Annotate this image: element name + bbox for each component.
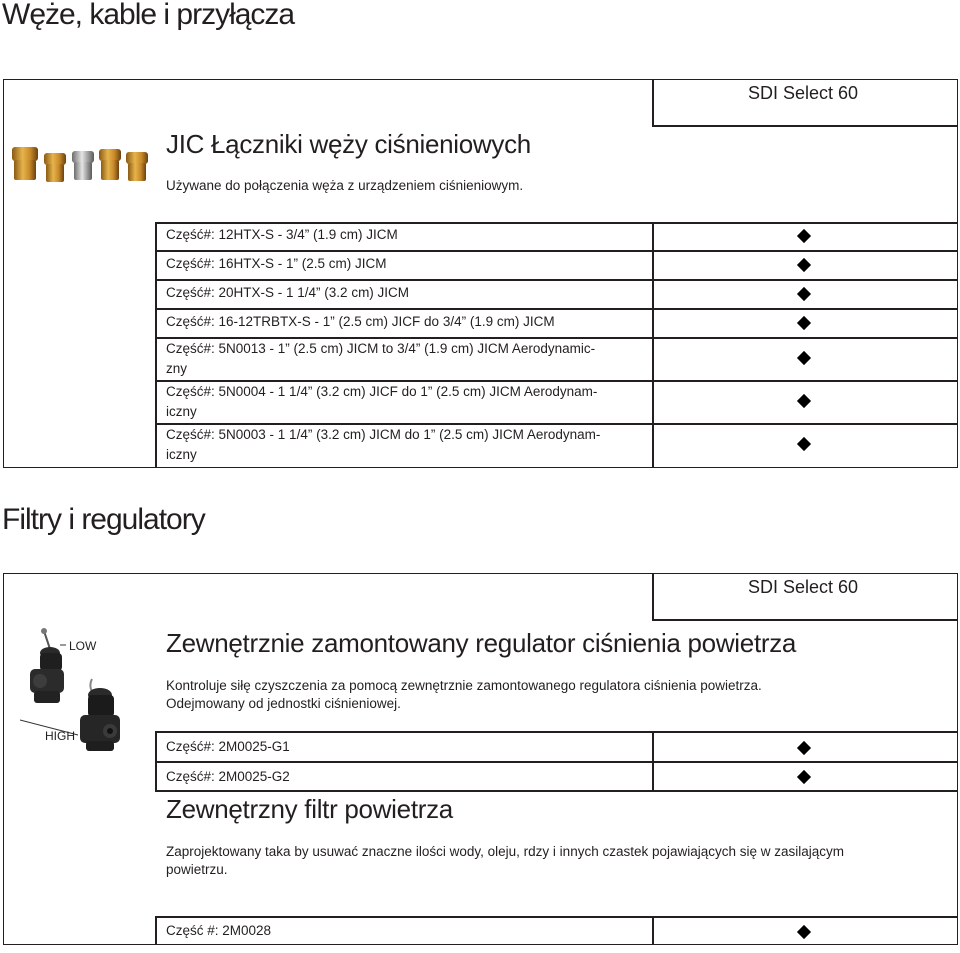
divider [155, 916, 958, 918]
part-number: Część#: 2M0025-G1 [166, 739, 290, 754]
divider [652, 222, 654, 468]
divider [155, 250, 958, 252]
divider [155, 279, 958, 281]
part-number: Część#: 20HTX-S - 1 1/4” (3.2 cm) JICM [166, 285, 410, 300]
part-number: Część#: 5N0003 - 1 1/4” (3.2 cm) JICM do 1” (2.5 cm) JICM Aerodynam- [166, 427, 601, 442]
jic-fittings-image [10, 143, 150, 187]
part-number-cont: zny [166, 361, 188, 376]
divider [652, 79, 654, 126]
part-number: Część#: 16HTX-S - 1” (2.5 cm) JICM [166, 256, 387, 271]
model-label: SDI Select 60 [748, 577, 859, 597]
divider [155, 308, 958, 310]
divider [652, 916, 654, 945]
part-number: Część#: 12HTX-S - 3/4” (1.9 cm) JICM [166, 227, 398, 242]
filter-description: Zaprojektowany taka by usuwać znaczne ilości wody, oleju, rdzy i innych czastek pojawiających się w zasilającym [166, 844, 845, 859]
divider [155, 790, 958, 792]
part-number: Część#: 5N0004 - 1 1/4” (3.2 cm) JICF do 1” (2.5 cm) JICM Aerodynam- [166, 384, 598, 399]
model-label: SDI Select 60 [748, 83, 859, 103]
part-number: Część#: 2M0025-G2 [166, 769, 290, 784]
regulator-description: Odejmowany od jednostki ciśnieniowej. [166, 696, 401, 711]
divider [155, 222, 157, 468]
low-label: LOW [69, 639, 97, 653]
section-heading-hoses: Węże, kable i przyłącza [2, 0, 295, 31]
part-number-cont: iczny [166, 404, 197, 419]
divider [155, 731, 958, 733]
part-number: Część #: 2M0028 [166, 923, 272, 938]
divider [155, 761, 958, 763]
part-number-cont: iczny [166, 447, 197, 462]
divider [155, 916, 157, 945]
filter-description: powietrzu. [166, 862, 228, 877]
regulator-title: Zewnętrznie zamontowany regulator ciśnienia powietrza [166, 628, 797, 658]
jic-description: Używane do połączenia węża z urządzeniem ciśnieniowym. [166, 178, 524, 193]
filter-title: Zewnętrzny filtr powietrza [166, 794, 453, 824]
section-heading-filters: Filtry i regulatory [2, 503, 205, 536]
part-number: Część#: 5N0013 - 1” (2.5 cm) JICM to 3/4” (1.9 cm) JICM Aerodynamic- [166, 341, 596, 356]
part-number: Część#: 16-12TRBTX-S - 1” (2.5 cm) JICF do 3/4” (1.9 cm) JICM [166, 314, 555, 329]
divider [652, 573, 654, 620]
divider [652, 619, 958, 621]
jic-title: JIC Łączniki węży ciśnieniowych [166, 129, 531, 159]
high-label: HIGH [45, 729, 75, 743]
regulator-description: Kontroluje siłę czyszczenia za pomocą zewnętrznie zamontowanego regulatora ciśnienia powietrza. [166, 678, 762, 693]
divider [652, 125, 958, 127]
